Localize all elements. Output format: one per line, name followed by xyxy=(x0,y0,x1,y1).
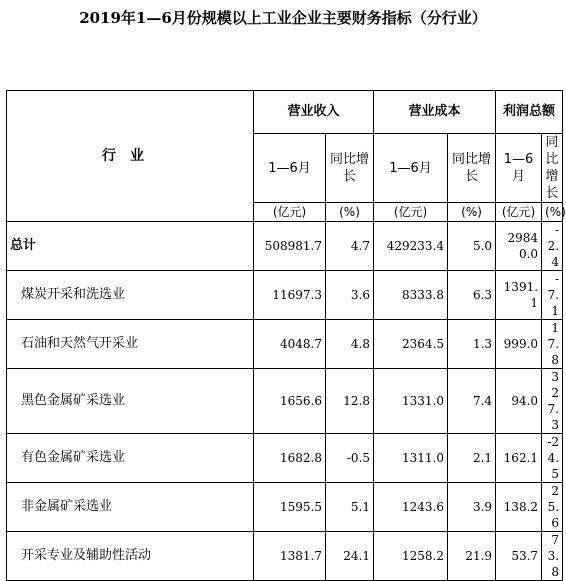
profit-header: 利润总额 xyxy=(496,91,563,134)
profit-unit: (亿元) xyxy=(496,203,542,222)
table-row-total xyxy=(7,222,563,271)
cell-cost-yoy: 3.9 xyxy=(448,483,496,532)
profit-yoy-unit: (%) xyxy=(542,203,563,222)
table-row xyxy=(7,434,563,483)
cell-cost: 2364.5 xyxy=(374,320,448,369)
cell-cost-yoy: 5.0 xyxy=(448,222,496,271)
header-row-groups xyxy=(7,91,563,134)
cell-revenue: 1595.5 xyxy=(254,483,326,532)
cost-yoy-unit: (%) xyxy=(448,203,496,222)
cell-revenue: 4048.7 xyxy=(254,320,326,369)
page-title: 2019年1—6月份规模以上工业企业主要财务指标（分行业） xyxy=(79,9,487,27)
cell-cost-yoy: 1.3 xyxy=(448,320,496,369)
cell-profit: 1391.1 xyxy=(496,271,542,320)
revenue-unit: (亿元) xyxy=(254,203,326,222)
table-row xyxy=(7,532,563,581)
cell-profit-yoy: -7.1 xyxy=(542,271,563,320)
cost-header: 营业成本 xyxy=(374,91,496,134)
cost-unit: (亿元) xyxy=(374,203,448,222)
cell-cost-yoy: 6.3 xyxy=(448,271,496,320)
cost-period-header: 1—6月 xyxy=(374,134,448,203)
row-name: 开采专业及辅助性活动 xyxy=(7,532,254,581)
row-name: 非金属矿采选业 xyxy=(7,483,254,532)
cost-yoy-header: 同比增长 xyxy=(448,134,496,203)
cell-revenue: 1682.8 xyxy=(254,434,326,483)
cell-cost: 1258.2 xyxy=(374,532,448,581)
cell-cost: 429233.4 xyxy=(374,222,448,271)
cell-profit-yoy: 25.6 xyxy=(542,483,563,532)
financial-indicators-table xyxy=(6,90,566,581)
cell-cost-yoy: 21.9 xyxy=(448,532,496,581)
cell-revenue-yoy: 4.8 xyxy=(326,320,374,369)
cell-cost: 1331.0 xyxy=(374,369,448,434)
cell-revenue-yoy: 24.1 xyxy=(326,532,374,581)
cell-revenue: 1656.6 xyxy=(254,369,326,434)
cell-revenue: 1381.7 xyxy=(254,532,326,581)
cell-revenue-yoy: 4.7 xyxy=(326,222,374,271)
row-name: 黑色金属矿采选业 xyxy=(7,369,254,434)
cell-profit-yoy: -2.4 xyxy=(542,222,563,271)
cell-profit-yoy: 17.8 xyxy=(542,320,563,369)
cell-revenue-yoy: 5.1 xyxy=(326,483,374,532)
cell-cost: 1311.0 xyxy=(374,434,448,483)
cell-profit: 53.7 xyxy=(496,532,542,581)
table-row xyxy=(7,369,563,434)
cell-profit-yoy: 327.3 xyxy=(542,369,563,434)
cell-revenue: 11697.3 xyxy=(254,271,326,320)
table-row xyxy=(7,483,563,532)
profit-yoy-header: 同比增长 xyxy=(542,134,563,203)
cell-profit: 999.0 xyxy=(496,320,542,369)
cell-revenue-yoy: 12.8 xyxy=(326,369,374,434)
cell-cost-yoy: 7.4 xyxy=(448,369,496,434)
cell-revenue-yoy: 3.6 xyxy=(326,271,374,320)
row-name: 石油和天然气开采业 xyxy=(7,320,254,369)
revenue-header: 营业收入 xyxy=(254,91,374,134)
cell-profit: 94.0 xyxy=(496,369,542,434)
cell-profit: 29840.0 xyxy=(496,222,542,271)
cell-cost: 8333.8 xyxy=(374,271,448,320)
table-row xyxy=(7,320,563,369)
profit-period-header: 1—6月 xyxy=(496,134,542,203)
cell-profit: 162.1 xyxy=(496,434,542,483)
cell-profit: 138.2 xyxy=(496,483,542,532)
cell-cost: 1243.6 xyxy=(374,483,448,532)
row-name: 有色金属矿采选业 xyxy=(7,434,254,483)
cell-cost-yoy: 2.1 xyxy=(448,434,496,483)
industry-header: 行业 xyxy=(7,91,254,222)
row-name: 总计 xyxy=(7,222,254,271)
row-name: 煤炭开采和洗选业 xyxy=(7,271,254,320)
revenue-yoy-unit: (%) xyxy=(326,203,374,222)
cell-revenue-yoy: -0.5 xyxy=(326,434,374,483)
table-row xyxy=(7,271,563,320)
cell-profit-yoy: -24.5 xyxy=(542,434,563,483)
cell-profit-yoy: 73.8 xyxy=(542,532,563,581)
revenue-yoy-header: 同比增长 xyxy=(326,134,374,203)
cell-revenue: 508981.7 xyxy=(254,222,326,271)
revenue-period-header: 1—6月 xyxy=(254,134,326,203)
